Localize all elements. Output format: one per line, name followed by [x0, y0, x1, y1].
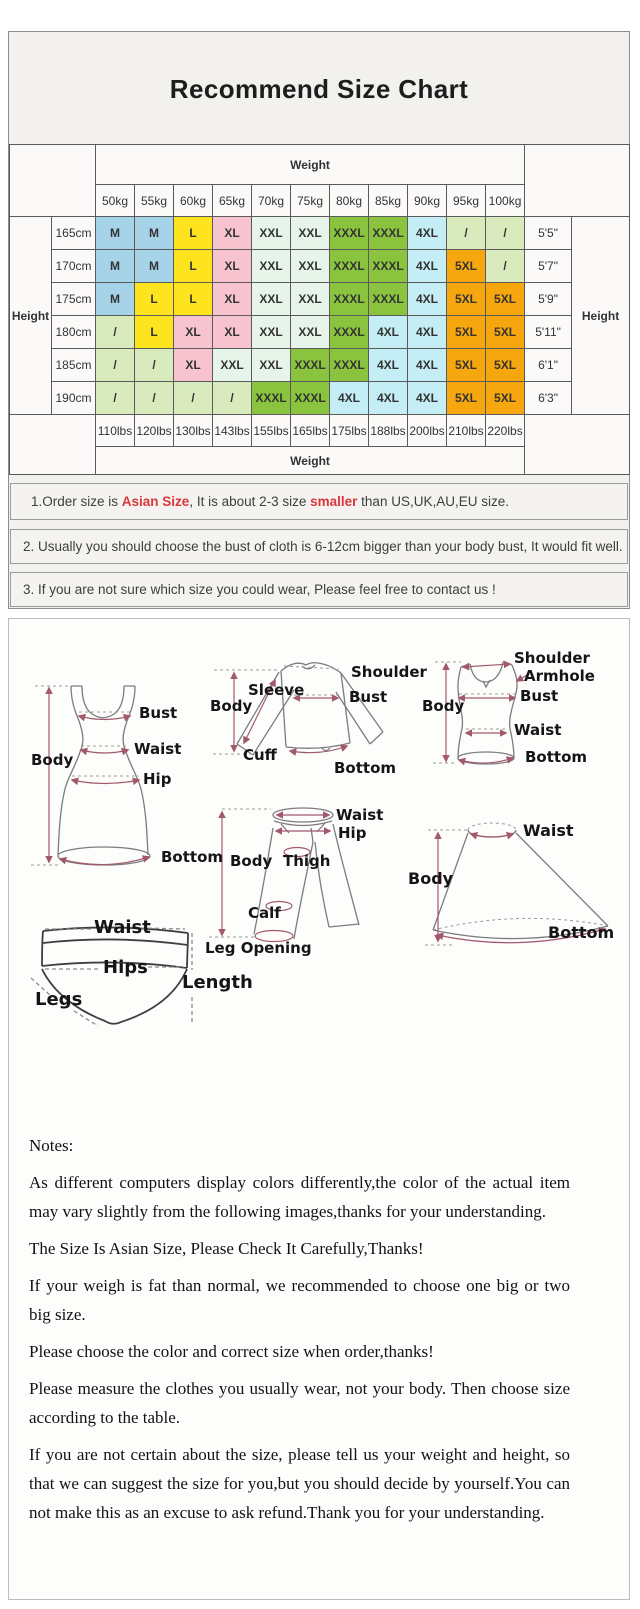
size-cell-175cm-85kg: XXXL [369, 283, 408, 316]
order-note-3 [10, 572, 628, 607]
size-cell-180cm-55kg: L [135, 316, 174, 349]
weight-kg-60kg: 60kg [174, 185, 213, 217]
asian-size-highlight: Asian Size [121, 494, 190, 509]
weight-lbs-210lbs: 210lbs [447, 415, 486, 447]
height-cm-175cm: 175cm [52, 283, 96, 316]
dress-label-bottom: Bottom [161, 848, 224, 866]
size-cell-190cm-70kg: XXXL [252, 382, 291, 415]
size-cell-170cm-75kg: XXL [291, 250, 330, 283]
weight-header-top: Weight [96, 145, 525, 185]
size-cell-180cm-95kg: 5XL [447, 316, 486, 349]
notes-paragraph-2: The Size Is Asian Size, Please Check It Carefully,Thanks! [29, 1239, 424, 1258]
size-cell-175cm-65kg: XL [213, 283, 252, 316]
shirt-label-shoulder: Shoulder [351, 663, 427, 681]
size-cell-180cm-65kg: XL [213, 316, 252, 349]
weight-kg-75kg: 75kg [291, 185, 330, 217]
height-ft-5-7-: 5'7" [525, 250, 572, 283]
size-chart-section [8, 31, 630, 609]
size-cell-185cm-50kg: / [96, 349, 135, 382]
size-cell-170cm-90kg: 4XL [408, 250, 447, 283]
size-table [9, 144, 630, 475]
size-cell-170cm-80kg: XXXL [330, 250, 369, 283]
size-cell-190cm-90kg: 4XL [408, 382, 447, 415]
shirt-label-bust: Bust [349, 688, 388, 706]
height-cm-185cm: 185cm [52, 349, 96, 382]
size-cell-175cm-95kg: 5XL [447, 283, 486, 316]
size-cell-185cm-75kg: XXXL [291, 349, 330, 382]
size-cell-190cm-50kg: / [96, 382, 135, 415]
weight-kg-50kg: 50kg [96, 185, 135, 217]
notes-block [29, 1131, 570, 1535]
pants-label-leg-opening: Leg Opening [205, 939, 312, 957]
order-note-1-text: 1.Order size is Asian Size, It is about 2-3 size smaller than US,UK,AU,EU size. [31, 494, 509, 509]
height-cm-170cm: 170cm [52, 250, 96, 283]
shirt-label-sleeve: Sleeve [248, 681, 305, 699]
size-cell-185cm-65kg: XXL [213, 349, 252, 382]
pants-label-calf: Calf [248, 904, 281, 922]
table-row [10, 349, 630, 382]
measurement-diagram-section [8, 618, 630, 1600]
height-ft-5-9-: 5'9" [525, 283, 572, 316]
smaller-highlight: smaller [310, 494, 358, 509]
weight-lbs-188lbs: 188lbs [369, 415, 408, 447]
size-cell-175cm-60kg: L [174, 283, 213, 316]
size-cell-165cm-55kg: M [135, 217, 174, 250]
size-cell-165cm-70kg: XXL [252, 217, 291, 250]
size-cell-170cm-60kg: L [174, 250, 213, 283]
size-cell-180cm-85kg: 4XL [369, 316, 408, 349]
pants-label-hip: Hip [338, 824, 367, 842]
notes-paragraph-4: Please choose the color and correct size when order,thanks! [29, 1342, 434, 1361]
size-cell-175cm-90kg: 4XL [408, 283, 447, 316]
weight-lbs-175lbs: 175lbs [330, 415, 369, 447]
height-ft-6-3-: 6'3" [525, 382, 572, 415]
order-note-1 [10, 483, 628, 520]
height-cm-190cm: 190cm [52, 382, 96, 415]
table-row [10, 382, 630, 415]
size-cell-165cm-50kg: M [96, 217, 135, 250]
notes-paragraph-6: If you are not certain about the size, please tell us your weight and height, so that we can suggest the size for you,but you should decide by yourself.You can not make this as an excuse to ask refund.Thank you for your understanding. [29, 1445, 570, 1522]
page-title: Recommend Size Chart [169, 74, 469, 104]
size-cell-185cm-85kg: 4XL [369, 349, 408, 382]
size-cell-180cm-75kg: XXL [291, 316, 330, 349]
size-cell-175cm-55kg: L [135, 283, 174, 316]
height-ft-6-1-: 6'1" [525, 349, 572, 382]
height-header-left: Height [10, 217, 52, 415]
dress-label-body: Body [31, 751, 74, 769]
vest-label-armhole: Armhole [524, 667, 595, 685]
table-row [10, 145, 630, 185]
size-cell-180cm-80kg: XXXL [330, 316, 369, 349]
size-cell-185cm-100kg: 5XL [486, 349, 525, 382]
size-cell-175cm-100kg: 5XL [486, 283, 525, 316]
size-cell-165cm-75kg: XXL [291, 217, 330, 250]
vest-label-bust: Bust [520, 687, 559, 705]
size-cell-190cm-95kg: 5XL [447, 382, 486, 415]
table-row [10, 283, 630, 316]
size-cell-190cm-60kg: / [174, 382, 213, 415]
weight-kg-100kg: 100kg [486, 185, 525, 217]
corner-blank-top-right [525, 145, 630, 217]
weight-kg-85kg: 85kg [369, 185, 408, 217]
weight-kg-90kg: 90kg [408, 185, 447, 217]
size-cell-180cm-90kg: 4XL [408, 316, 447, 349]
size-cell-175cm-70kg: XXL [252, 283, 291, 316]
notes-heading: Notes: [29, 1136, 74, 1155]
pants-label-waist: Waist [336, 806, 384, 824]
size-cell-165cm-80kg: XXXL [330, 217, 369, 250]
size-cell-165cm-100kg: / [486, 217, 525, 250]
height-cm-165cm: 165cm [52, 217, 96, 250]
corner-blank-bottom-right [525, 415, 630, 475]
weight-lbs-120lbs: 120lbs [135, 415, 174, 447]
briefs-label-length: Length [182, 972, 253, 993]
height-cm-180cm: 180cm [52, 316, 96, 349]
notes-paragraphs [29, 1168, 570, 1527]
order-note-2 [10, 529, 628, 564]
size-cell-190cm-100kg: 5XL [486, 382, 525, 415]
skirt-label-body: Body [408, 869, 454, 888]
size-cell-170cm-50kg: M [96, 250, 135, 283]
size-cell-165cm-95kg: / [447, 217, 486, 250]
skirt-label-bottom: Bottom [548, 923, 615, 942]
pants-diagram [209, 808, 359, 942]
corner-blank-bottom-left [10, 415, 96, 475]
height-header-right: Height [572, 217, 630, 415]
shirt-label-body: Body [210, 697, 253, 715]
size-cell-170cm-100kg: / [486, 250, 525, 283]
vest-label-body: Body [422, 697, 465, 715]
weight-kg-70kg: 70kg [252, 185, 291, 217]
weight-lbs-110lbs: 110lbs [96, 415, 135, 447]
weight-lbs-165lbs: 165lbs [291, 415, 330, 447]
size-cell-170cm-55kg: M [135, 250, 174, 283]
size-cell-190cm-55kg: / [135, 382, 174, 415]
size-cell-175cm-50kg: M [96, 283, 135, 316]
height-ft-5-11-: 5'11" [525, 316, 572, 349]
table-row [10, 316, 630, 349]
pants-label-body: Body [230, 852, 273, 870]
size-cell-165cm-65kg: XL [213, 217, 252, 250]
size-cell-180cm-70kg: XXL [252, 316, 291, 349]
vest-label-waist: Waist [514, 721, 562, 739]
shirt-label-cuff: Cuff [243, 746, 277, 764]
height-ft-5-5-: 5'5" [525, 217, 572, 250]
size-cell-185cm-70kg: XXL [252, 349, 291, 382]
size-cell-175cm-80kg: XXXL [330, 283, 369, 316]
order-note-2-text: 2. Usually you should choose the bust of cloth is 6-12cm bigger than your body bust, It would fit well. [23, 539, 623, 554]
dress-diagram [31, 686, 150, 865]
size-cell-180cm-60kg: XL [174, 316, 213, 349]
size-cell-190cm-85kg: 4XL [369, 382, 408, 415]
size-cell-185cm-95kg: 5XL [447, 349, 486, 382]
weight-lbs-143lbs: 143lbs [213, 415, 252, 447]
weight-header-bottom: Weight [96, 447, 525, 475]
dress-label-waist: Waist [134, 740, 182, 758]
size-cell-185cm-80kg: XXXL [330, 349, 369, 382]
skirt-label-waist: Waist [523, 821, 574, 840]
weight-kg-95kg: 95kg [447, 185, 486, 217]
size-cell-185cm-55kg: / [135, 349, 174, 382]
notes-paragraph-5: Please measure the clothes you usually wear, not your body. Then choose size according to the table. [29, 1379, 570, 1427]
corner-blank-top-left [10, 145, 96, 217]
size-cell-180cm-100kg: 5XL [486, 316, 525, 349]
size-cell-170cm-85kg: XXXL [369, 250, 408, 283]
size-cell-170cm-70kg: XXL [252, 250, 291, 283]
size-cell-170cm-95kg: 5XL [447, 250, 486, 283]
size-cell-175cm-75kg: XXL [291, 283, 330, 316]
dress-label-hip: Hip [143, 770, 172, 788]
weight-lbs-200lbs: 200lbs [408, 415, 447, 447]
briefs-label-waist: Waist [94, 917, 151, 938]
weight-kg-80kg: 80kg [330, 185, 369, 217]
vest-label-shoulder: Shoulder [514, 649, 590, 667]
weight-kg-55kg: 55kg [135, 185, 174, 217]
shirt-label-bottom: Bottom [334, 759, 397, 777]
order-note-3-text: 3. If you are not sure which size you could wear, Please feel free to contact us ! [23, 582, 496, 597]
size-cell-185cm-90kg: 4XL [408, 349, 447, 382]
size-cell-170cm-65kg: XL [213, 250, 252, 283]
briefs-label-legs: Legs [35, 989, 83, 1010]
size-cell-165cm-90kg: 4XL [408, 217, 447, 250]
size-cell-190cm-65kg: / [213, 382, 252, 415]
vest-label-bottom: Bottom [525, 748, 588, 766]
size-cell-165cm-85kg: XXXL [369, 217, 408, 250]
size-cell-190cm-80kg: 4XL [330, 382, 369, 415]
notes-paragraph-1: As different computers display colors differently,the color of the actual item may vary slightly from the following images,thanks for your understanding. [29, 1173, 570, 1221]
weight-lbs-220lbs: 220lbs [486, 415, 525, 447]
weight-kg-65kg: 65kg [213, 185, 252, 217]
dress-label-bust: Bust [139, 704, 178, 722]
size-cell-185cm-60kg: XL [174, 349, 213, 382]
weight-lbs-130lbs: 130lbs [174, 415, 213, 447]
weight-lbs-155lbs: 155lbs [252, 415, 291, 447]
notes-paragraph-3: If your weigh is fat than normal, we recommended to choose one big or two big size. [29, 1276, 570, 1324]
briefs-label-hips: Hips [103, 957, 148, 978]
size-cell-190cm-75kg: XXXL [291, 382, 330, 415]
size-cell-165cm-60kg: L [174, 217, 213, 250]
table-row [10, 415, 630, 447]
size-cell-180cm-50kg: / [96, 316, 135, 349]
table-row [10, 217, 630, 250]
table-row [10, 250, 630, 283]
pants-label-thigh: Thigh [283, 852, 331, 870]
